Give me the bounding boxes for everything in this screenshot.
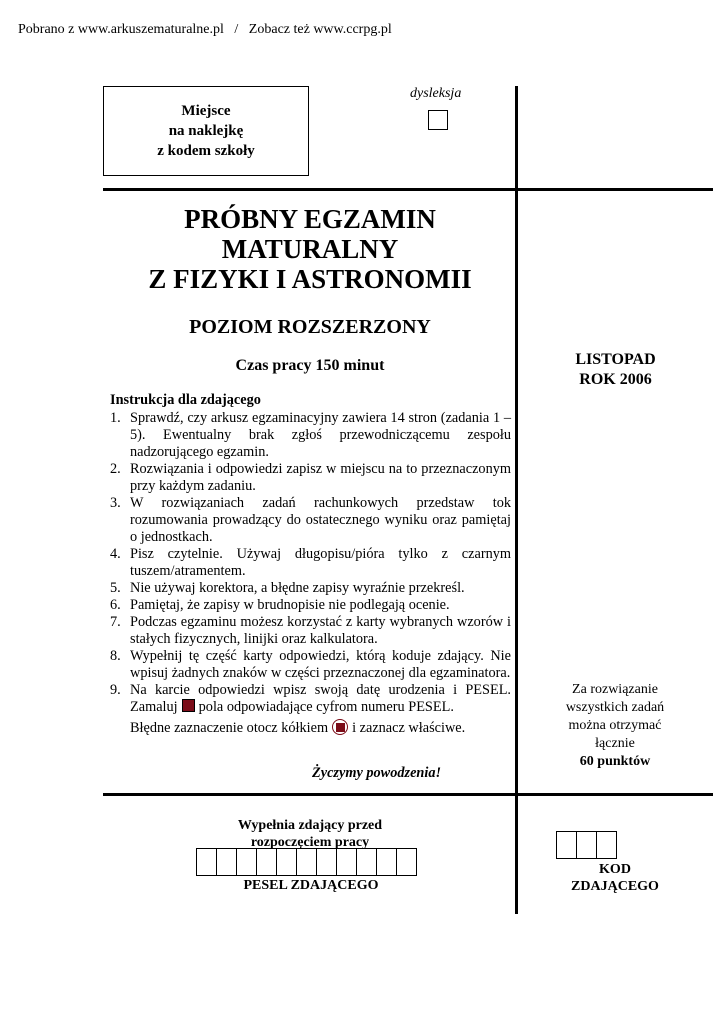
pesel-digit-cell[interactable] bbox=[216, 848, 237, 876]
instruction-text: W rozwiązaniach zadań rachunkowych przedstaw tok rozumowania prowadzący do ostatecznego wyniku oraz pamiętaj o jednostkach. bbox=[130, 495, 511, 545]
instruction-item bbox=[110, 461, 511, 495]
school-sticker-box bbox=[103, 86, 309, 176]
instruction-item bbox=[110, 410, 511, 461]
pesel-digit-cell[interactable] bbox=[296, 848, 317, 876]
instruction-text: Pamiętaj, że zapisy w brudnopisie nie podlegają ocenie. bbox=[130, 597, 450, 613]
pesel-digit-cell[interactable] bbox=[256, 848, 277, 876]
instruction-item bbox=[110, 648, 511, 682]
pesel-digit-cell[interactable] bbox=[196, 848, 217, 876]
top-divider bbox=[103, 188, 713, 191]
instruction-text bbox=[130, 682, 511, 737]
good-luck-wish: Życzymy powodzenia! bbox=[312, 765, 442, 781]
pesel-digit-cell[interactable] bbox=[396, 848, 417, 876]
instruction-number: 7. bbox=[110, 614, 121, 630]
pesel-digit-cell[interactable] bbox=[376, 848, 397, 876]
instruction-number: 3. bbox=[110, 495, 121, 511]
points-line-1: Za rozwiązanie bbox=[572, 682, 658, 697]
instruction-text: Rozwiązania i odpowiedzi zapisz w miejscu na to przeznaczonym przy każdym zadaniu. bbox=[130, 461, 511, 494]
fill-note-line-2: rozpoczęciem pracy bbox=[250, 835, 370, 850]
title-line-1: PRÓBNY EGZAMIN bbox=[184, 204, 436, 234]
exam-session bbox=[518, 350, 713, 390]
points-info bbox=[520, 681, 710, 771]
filled-square-icon bbox=[182, 699, 195, 712]
kod-digit-cell[interactable] bbox=[556, 831, 577, 859]
item9-part4: i zaznacz właściwe. bbox=[352, 720, 466, 736]
pesel-label: PESEL ZDAJĄCEGO bbox=[243, 878, 379, 893]
instruction-item-9 bbox=[110, 682, 511, 737]
instruction-item bbox=[110, 614, 511, 648]
instruction-text: Wypełnij tę część karty odpowiedzi, którą koduje zdający. Nie wpisuj żadnych znaków w części przeznaczonej dla egzaminatora. bbox=[130, 648, 511, 681]
instruction-number: 9. bbox=[110, 682, 121, 698]
dyslexia-checkbox[interactable] bbox=[428, 110, 448, 130]
exam-level: POZIOM ROZSZERZONY bbox=[189, 316, 431, 338]
instruction-number: 8. bbox=[110, 648, 121, 664]
title-line-2: MATURALNY bbox=[221, 234, 399, 264]
pesel-input-grid[interactable] bbox=[196, 848, 416, 876]
item9-part1: Na karcie odpowiedzi wpisz swoją datę urodzenia i PESEL. Zamaluj bbox=[130, 682, 511, 715]
vertical-divider bbox=[515, 86, 518, 914]
points-line-2: wszystkich zadań bbox=[565, 700, 665, 715]
pesel-digit-cell[interactable] bbox=[276, 848, 297, 876]
instruction-item bbox=[110, 546, 511, 580]
instruction-text: Pisz czytelnie. Używaj długopisu/pióra tylko z czarnym tuszem/atramentem. bbox=[130, 546, 511, 579]
pesel-fill-note bbox=[200, 817, 420, 851]
instruction-text: Nie używaj korektora, a błędne zapisy wyraźnie przekreśl. bbox=[130, 580, 465, 596]
instruction-number: 1. bbox=[110, 410, 121, 426]
instruction-item bbox=[110, 495, 511, 546]
sticker-line-3: z kodem szkoły bbox=[157, 143, 255, 159]
item9-part2: pola odpowiadające cyfrom numeru PESEL. bbox=[198, 699, 454, 715]
session-month: LISTOPAD bbox=[575, 351, 656, 368]
kod-label bbox=[520, 861, 710, 895]
instruction-number: 5. bbox=[110, 580, 121, 596]
source-line: Pobrano z www.arkuszematuralne.pl / Zobacz też www.ccrpg.pl bbox=[18, 22, 392, 37]
points-total: 60 punktów bbox=[579, 754, 651, 769]
circled-square-icon bbox=[332, 719, 348, 735]
exam-title bbox=[120, 204, 500, 294]
pesel-digit-cell[interactable] bbox=[356, 848, 377, 876]
points-line-4: łącznie bbox=[595, 736, 635, 751]
exam-time: Czas pracy 150 minut bbox=[235, 357, 385, 374]
instruction-text: Podczas egzaminu możesz korzystać z karty wybranych wzorów i stałych fizycznych, linijki oraz kalkulatora. bbox=[130, 614, 511, 647]
bottom-divider bbox=[103, 793, 713, 796]
pesel-digit-cell[interactable] bbox=[236, 848, 257, 876]
instructions bbox=[110, 392, 511, 737]
session-year: ROK 2006 bbox=[579, 371, 652, 388]
instruction-item bbox=[110, 580, 511, 597]
points-line-3: można otrzymać bbox=[568, 718, 662, 733]
kod-input-grid[interactable] bbox=[556, 831, 616, 859]
kod-label-line-2: ZDAJĄCEGO bbox=[571, 879, 659, 894]
sticker-line-2: na naklejkę bbox=[168, 123, 244, 139]
instruction-text: Sprawdź, czy arkusz egzaminacyjny zawiera 14 stron (zadania 1 – 5). Ewentualny brak zgłoś przewodniczącemu zespołu nadzorującego egzamin. bbox=[130, 410, 511, 460]
instruction-number: 2. bbox=[110, 461, 121, 477]
instruction-item bbox=[110, 597, 511, 614]
kod-digit-cell[interactable] bbox=[576, 831, 597, 859]
kod-digit-cell[interactable] bbox=[596, 831, 617, 859]
kod-label-line-1: KOD bbox=[599, 862, 631, 877]
item9-part3: Błędne zaznaczenie otocz kółkiem bbox=[130, 720, 329, 736]
sticker-line-1: Miejsce bbox=[181, 103, 231, 119]
instruction-number: 4. bbox=[110, 546, 121, 562]
pesel-digit-cell[interactable] bbox=[316, 848, 337, 876]
fill-note-line-1: Wypełnia zdający przed bbox=[237, 818, 383, 833]
instructions-heading: Instrukcja dla zdającego bbox=[110, 392, 261, 408]
dyslexia-label: dysleksja bbox=[410, 86, 462, 101]
pesel-digit-cell[interactable] bbox=[336, 848, 357, 876]
title-line-3: Z FIZYKI I ASTRONOMII bbox=[148, 264, 472, 294]
instruction-number: 6. bbox=[110, 597, 121, 613]
